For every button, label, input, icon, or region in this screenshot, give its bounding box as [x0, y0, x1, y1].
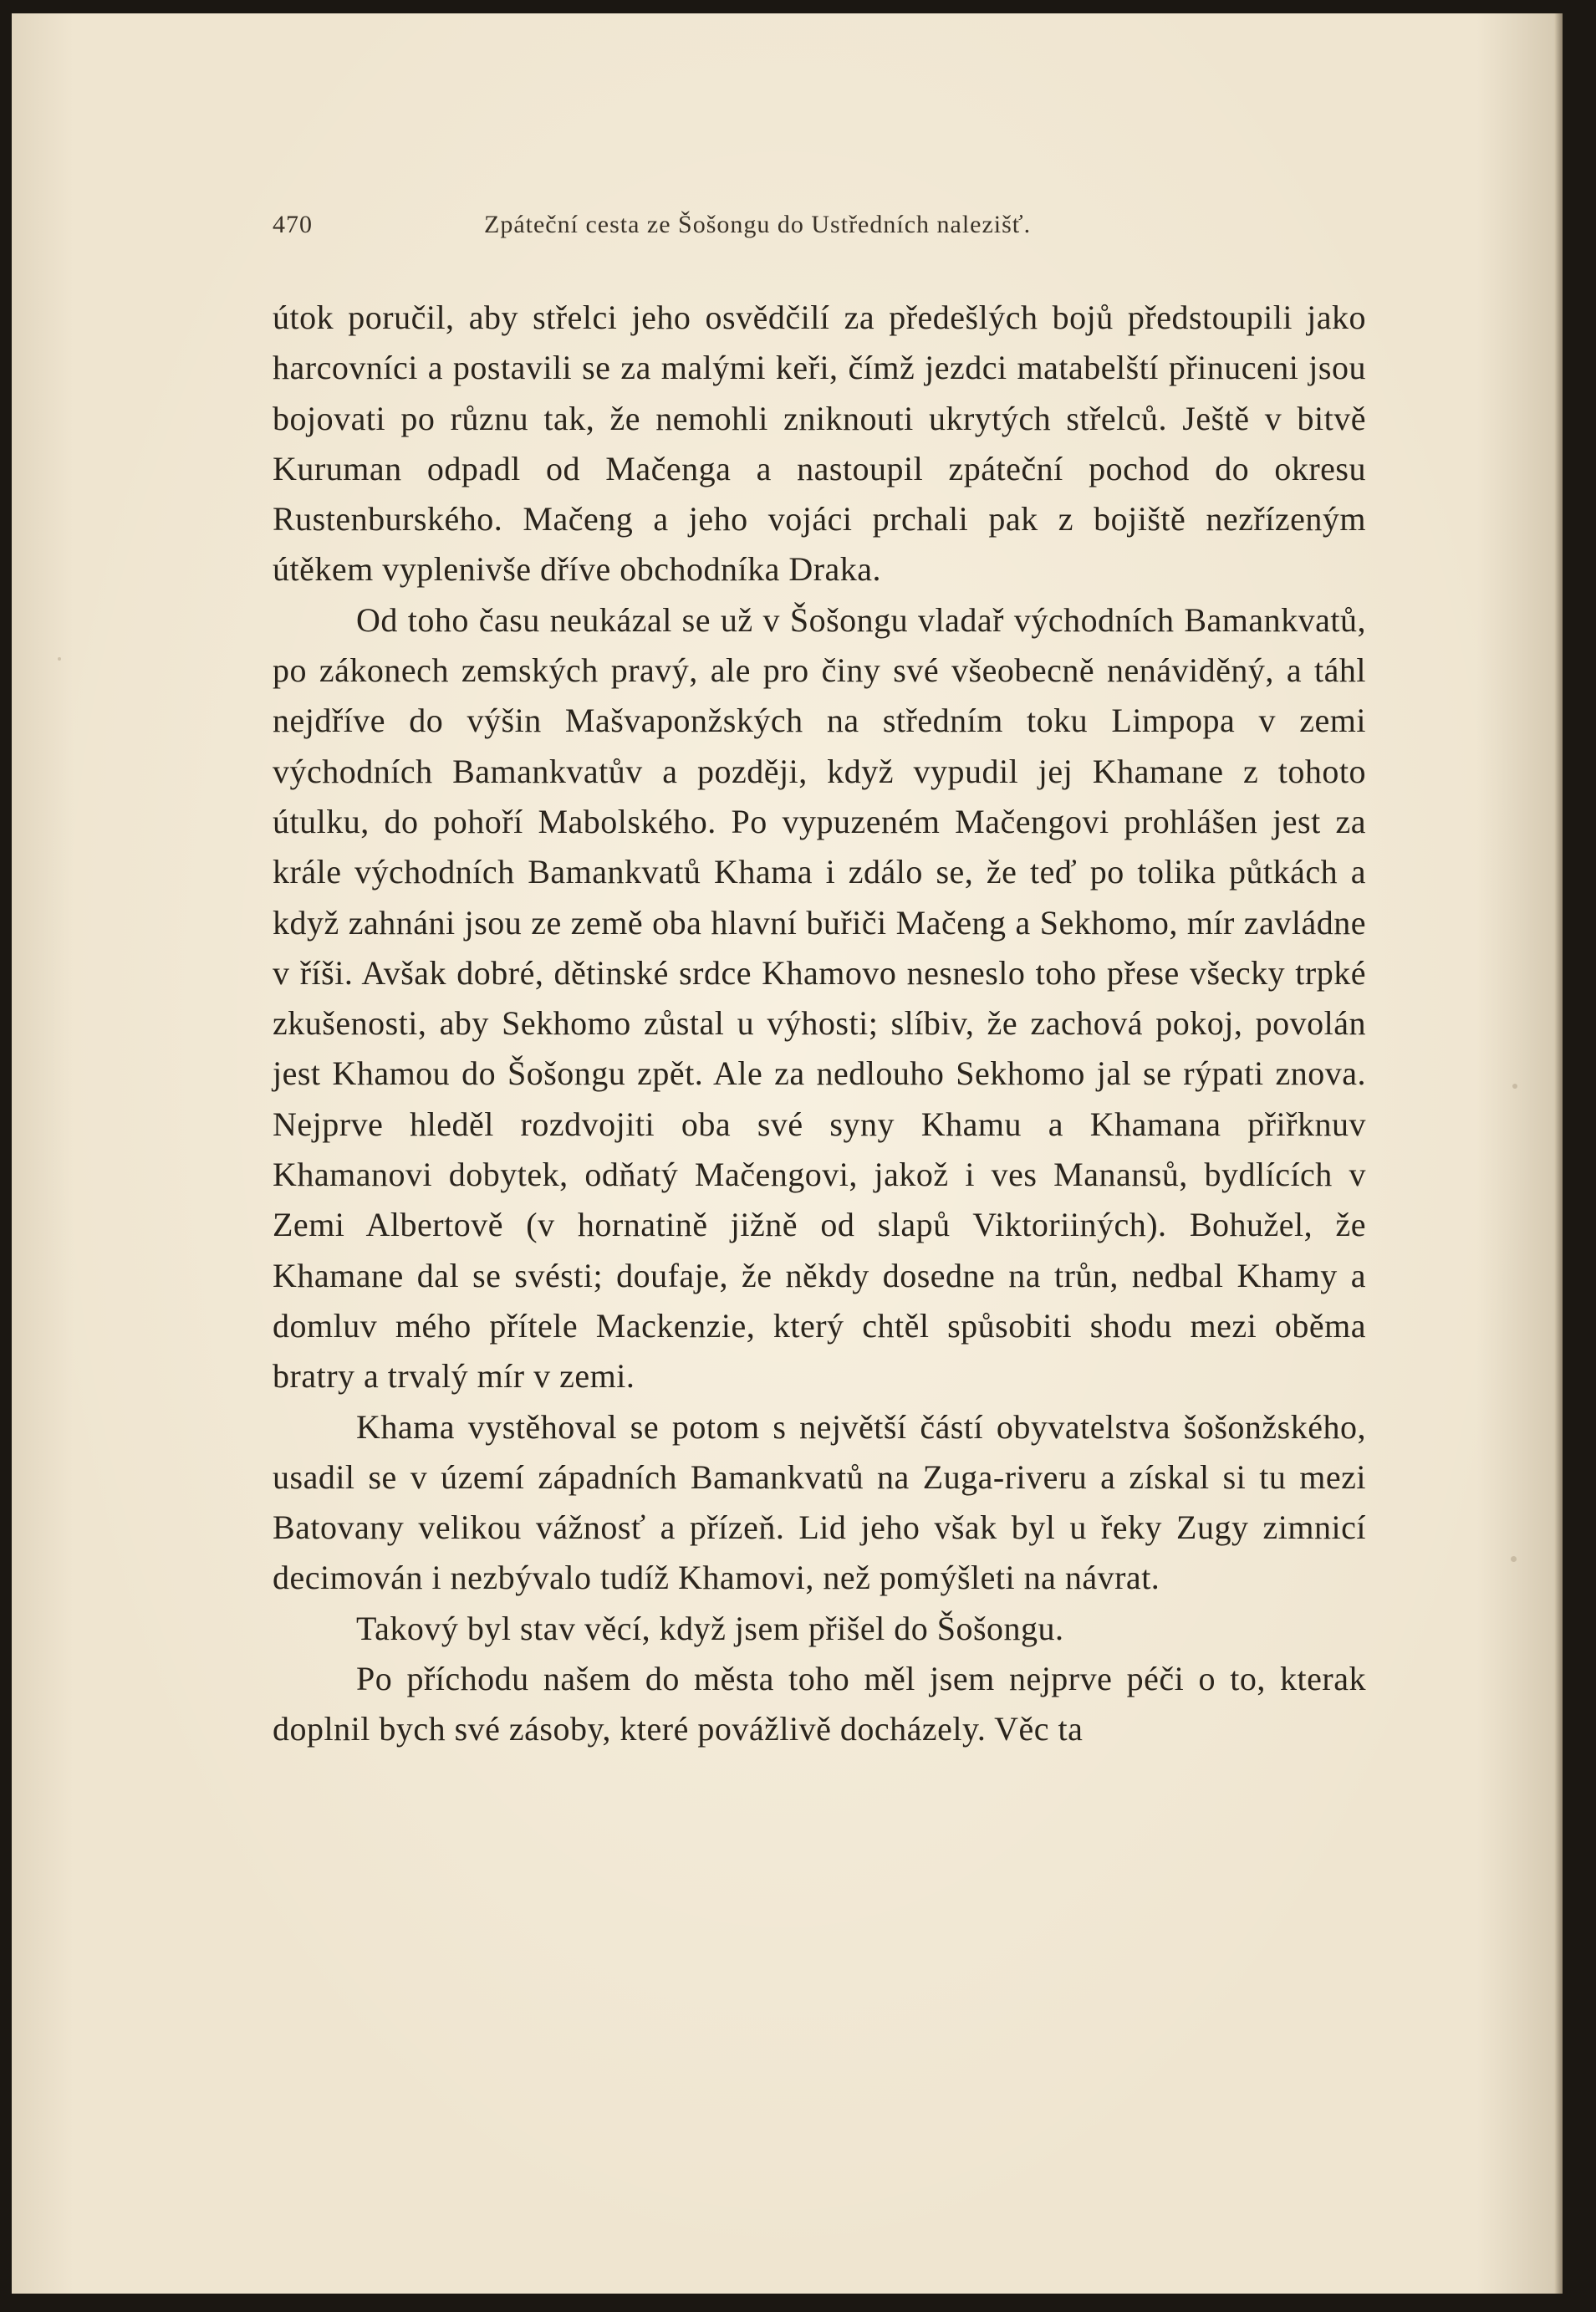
paragraph: útok poručil, aby střelci jeho osvědčilí za předešlých bojů předstoupili jako harcovníci a postavili se za malými keři, čímž jezdci matabelští přinuceni jsou bojovati po různu tak, že nemohli zniknouti ukrytých střelců. Ještě v bitvě Kuruman odpadl od Mačenga a nastoupil zpáteční pochod do okresu Rustenburského. Mačeng a jeho vojáci prchali pak z bojiště nezřízeným útěkem vyplenivše dříve obchodníka Draka. [273, 299, 1366, 589]
page-edge [1554, 13, 1563, 2294]
paragraph: Khama vystěhoval se potom s největší částí obyvatelstva šošonžského, usadil se v území západních Bamankvatů na Zuga-riveru a získal si tu mezi Batovany velikou vážnosť a přízeň. Lid jeho však byl u řeky Zugy zimnicí decimován i nezbývalo tudíž Khamovi, než pomýšleti na návrat. [273, 1407, 1366, 1597]
paragraph: Takový byl stav věcí, když jsem přišel do Šošongu. [356, 1609, 1064, 1647]
paper-spot [1512, 1084, 1517, 1089]
page-number: 470 [273, 211, 313, 238]
paper-spot [1511, 1556, 1517, 1562]
running-title: Zpáteční cesta ze Šošongu do Ustředních nalezišť. [484, 211, 1032, 238]
paragraph: Po příchodu našem do města toho měl jsem nejprve péči o to, kterak doplnil bych své zásoby, které povážlivě docházely. Věc ta [273, 1660, 1366, 1748]
paper-spot [58, 657, 61, 661]
paragraph: Od toho času neukázal se už v Šošongu vladař východních Bamankvatů, po zákonech zemských pravý, ale pro činy své všeobecně nenáviděný, a táhl nejdříve do výšin Mašvaponžských na středním toku Limpopa v zemi východních Bamankvatův a později, když vypudil jej Khamane z tohoto útulku, do pohoří Mabolského. Po vypuzeném Mačengovi prohlášen jest za krále východních Bamankvatů Khama i zdálo se, že teď po tolika půtkách a když zahnáni jsou ze země oba hlavní buřiči Mačeng a Sekhomo, mír zavládne v říši. Avšak dobré, dětinské srdce Khamovo nesneslo toho přese všecky trpké zkušenosti, aby Sekhomo zůstal u výhosti; slíbiv, že zachová pokoj, povolán jest Khamou do Šošongu zpět. Ale za nedlouho Sekhomo jal se rýpati znova. Nejprve hleděl rozdvojiti oba své syny Khamu a Khamana přiřknuv Khamanovi dobytek, odňatý Mačengovi, jakož i ves Manansů, bydlících v Zemi Albertově (v hornatině jižně od slapů Viktoriiných). Bohužel, že Khamane dal se svésti; doufaje, že někdy dosedne na trůn, nedbal Khamy a domluv mého přítele Mackenzie, který chtěl spůsobiti shodu mezi oběma bratry a trvalý mír v zemi. [273, 600, 1366, 1396]
body-text [273, 293, 1366, 1755]
page-header [273, 211, 1150, 244]
